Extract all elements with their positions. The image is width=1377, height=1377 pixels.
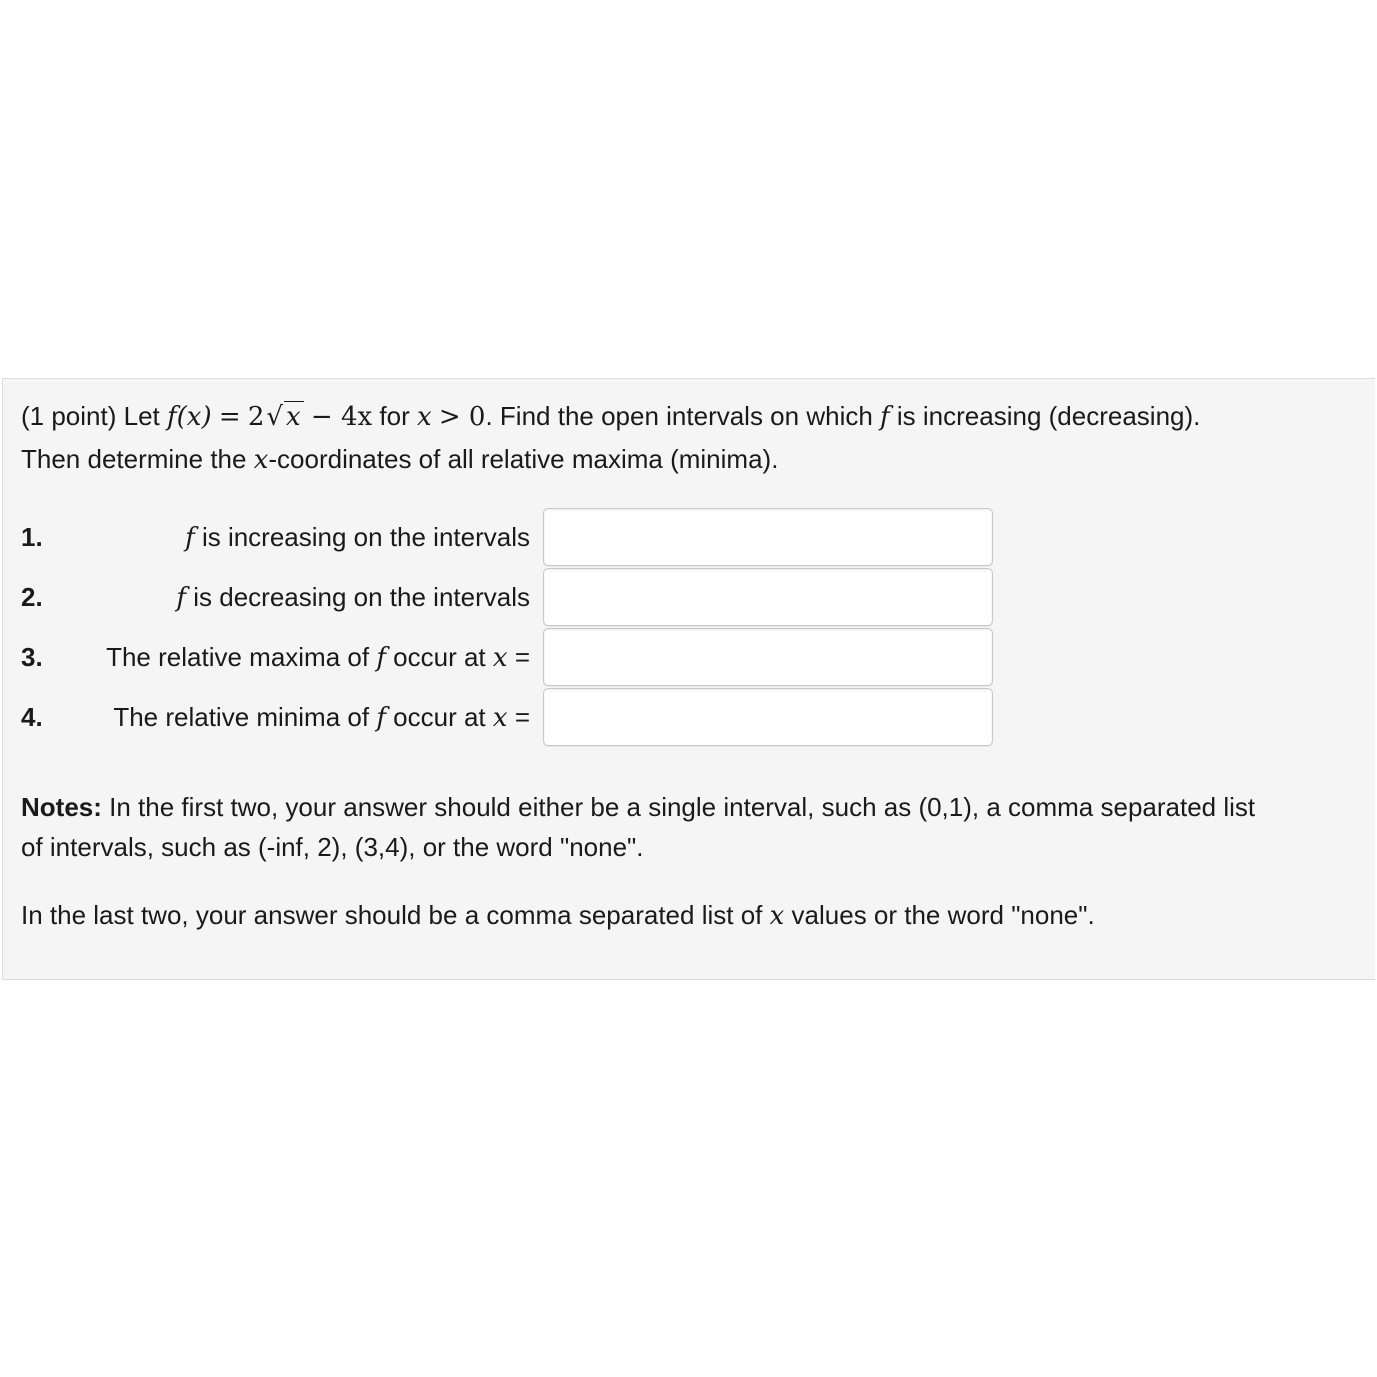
sentence1-end: is increasing (decreasing). <box>896 401 1201 431</box>
problem-container <box>2 378 1375 980</box>
sqrt-expression <box>264 396 303 437</box>
intro-let: Let <box>123 401 160 431</box>
question-1-number: 1. <box>21 522 43 552</box>
increasing-intervals-input[interactable] <box>543 508 993 566</box>
for-word: for <box>379 401 410 431</box>
question-4-x: x <box>492 703 508 733</box>
condition-rest: > 0 <box>438 402 486 432</box>
notes-line-3-x: x <box>769 901 785 931</box>
sqrt-argument: x <box>284 401 304 432</box>
notes-line-2: of intervals, such as (-inf, 2), (3,4), or the word "none". <box>21 832 644 862</box>
question-4-pre: The relative minima of <box>113 702 370 732</box>
question-2-f: f <box>176 583 187 613</box>
question-4-number: 4. <box>21 702 43 732</box>
decreasing-intervals-input[interactable] <box>543 568 993 626</box>
points-label: (1 point) <box>21 401 117 431</box>
notes-line-1-text: In the first two, your answer should either be a single interval, such as (0,1), a comma separated list <box>109 792 1256 822</box>
notes-line-1 <box>21 787 1255 827</box>
function-name: f <box>167 402 177 432</box>
coefficient: 2 <box>247 402 265 432</box>
question-3-f: f <box>376 643 386 673</box>
sentence2-start: Then determine the <box>21 444 247 474</box>
minus-term: − 4x <box>310 402 373 432</box>
question-3-pre: The relative maxima of <box>106 642 370 672</box>
question-4-label <box>113 697 530 738</box>
problem-statement-line-2 <box>21 439 778 480</box>
question-1-label <box>185 517 530 558</box>
notes-line-3-end: values or the word "none". <box>791 900 1095 930</box>
problem-statement-line-1 <box>21 396 1200 437</box>
question-3-label <box>106 637 530 678</box>
sentence1-f: f <box>880 402 890 432</box>
radical-icon: √ <box>266 402 283 432</box>
question-4-eq: = <box>514 702 530 732</box>
question-4-f: f <box>376 703 386 733</box>
condition-variable: x <box>416 402 432 432</box>
notes-line-3 <box>21 895 1095 936</box>
relative-minima-input[interactable] <box>543 688 993 746</box>
question-1-f: f <box>185 523 195 553</box>
sentence2-x: x <box>253 445 269 475</box>
relative-maxima-input[interactable] <box>543 628 993 686</box>
question-1-text: is increasing on the intervals <box>201 522 530 552</box>
question-2-text: is decreasing on the intervals <box>193 582 530 612</box>
equals-sign: = <box>218 402 241 432</box>
sentence1-rest: . Find the open intervals on which <box>485 401 873 431</box>
question-3-x: x <box>492 643 508 673</box>
question-2-label <box>176 577 530 618</box>
question-3-number: 3. <box>21 642 43 672</box>
question-3-text: occur at <box>393 642 486 672</box>
question-3-eq: = <box>514 642 530 672</box>
notes-line-3-start: In the last two, your answer should be a comma separated list of <box>21 900 763 930</box>
question-4-text: occur at <box>393 702 486 732</box>
function-arg: (x) <box>176 402 212 432</box>
notes-heading: Notes: <box>21 792 102 822</box>
question-2-number: 2. <box>21 582 43 612</box>
sentence2-end: -coordinates of all relative maxima (minima). <box>268 444 779 474</box>
